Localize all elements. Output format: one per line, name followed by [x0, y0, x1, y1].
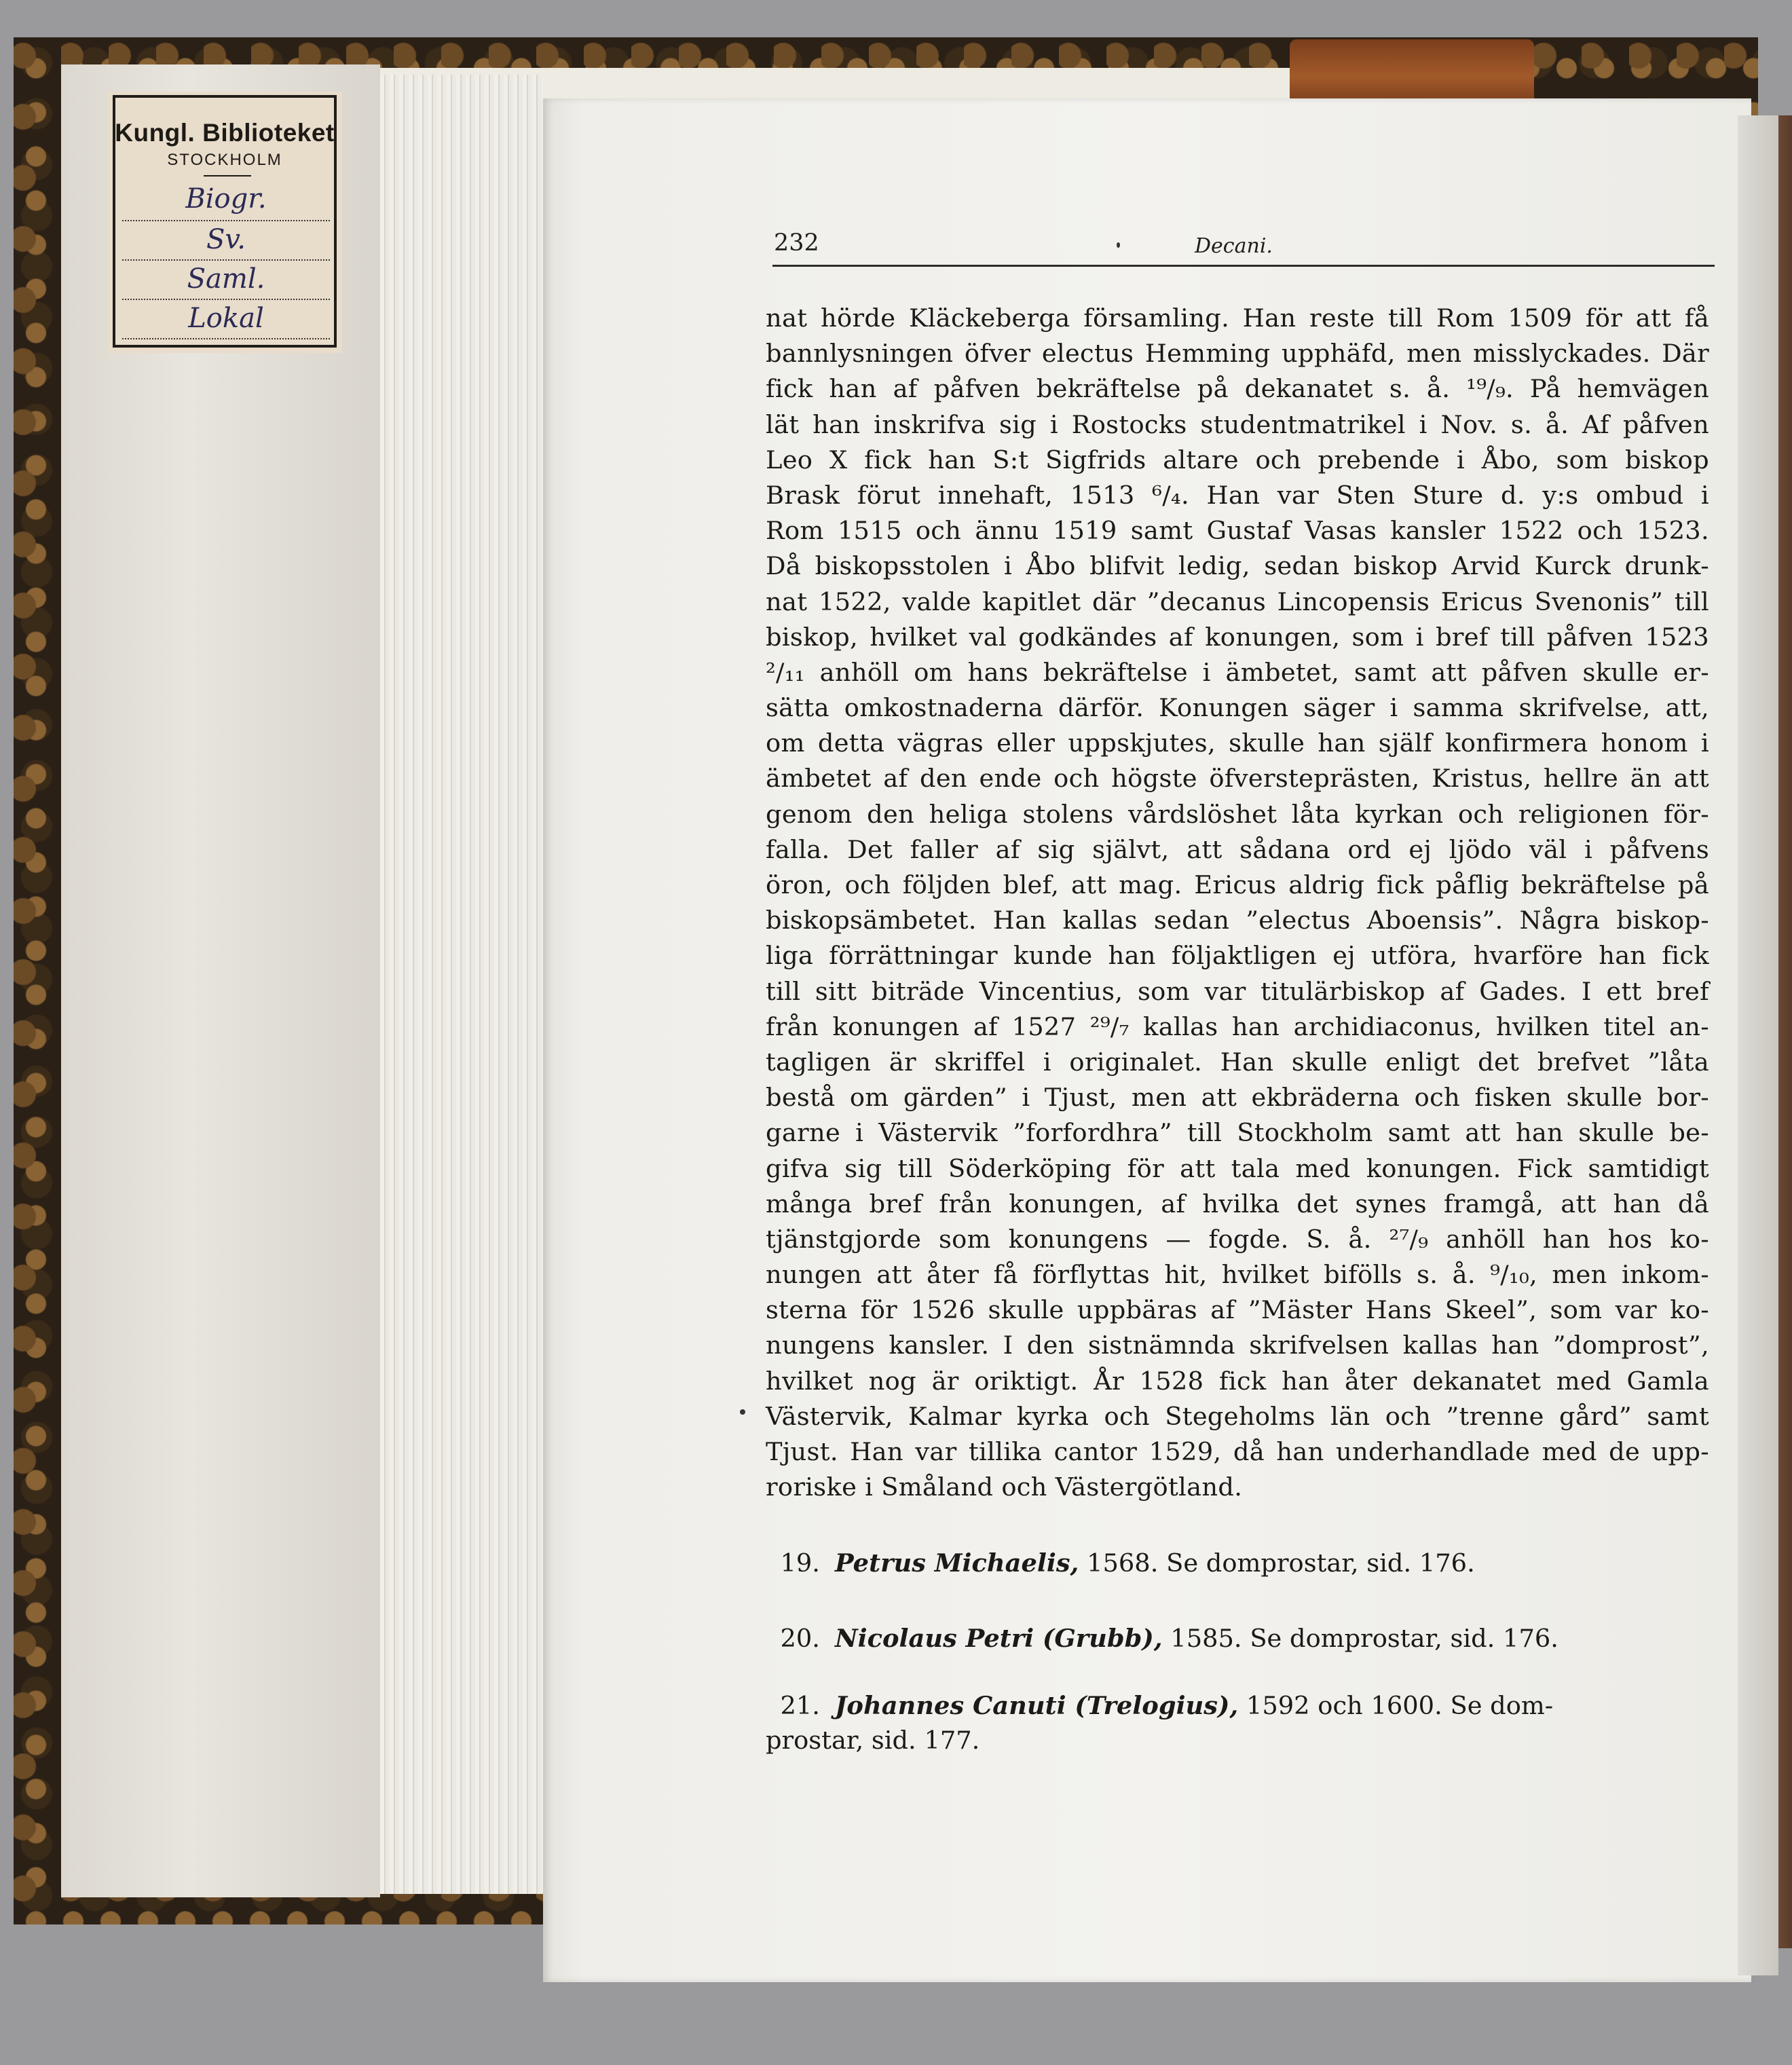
body-line: liga förrättningar kunde han följaktligen ej utföra, hvarföre han fick	[766, 941, 1709, 971]
body-line: biskopsämbetet. Han kallas sedan ”electus Aboensis”. Några biskop-	[766, 906, 1709, 935]
body-line: om detta vägras eller uppskjutes, skulle han själf konfirmera honom i	[766, 728, 1709, 758]
entry-name: Johannes Canuti (Trelogius),	[835, 1690, 1239, 1720]
body-line: bannlysningen öfver electus Hemming upphäfd, men misslyckades. Där	[766, 339, 1709, 369]
entry-number: 20.	[780, 1624, 820, 1653]
body-line: Tjust. Han var tillika cantor 1529, då han underhandlade med de upp-	[766, 1437, 1709, 1466]
entry-number: 19.	[780, 1548, 820, 1578]
body-line: öron, och följden blef, att mag. Ericus aldrig fick påflig bekräftelse på	[766, 870, 1709, 899]
ink-speck	[740, 1409, 745, 1415]
entry-21-continuation: prostar, sid. 177.	[766, 1726, 980, 1755]
body-line: till sitt biträde Vincentius, som var titulärbiskop af Gades. I ett bref	[766, 976, 1709, 1006]
body-line: gifva sig till Söderköping för att tala med konungen. Fick samtidigt	[766, 1153, 1709, 1183]
body-line: Västervik, Kalmar kyrka och Stegeholms län och ”trenne gård” samt	[766, 1401, 1709, 1431]
body-line: Då biskopsstolen i Åbo blifvit ledig, sedan biskop Arvid Kurck drunk-	[766, 551, 1709, 581]
page-number: 232	[774, 229, 819, 257]
entry-20	[766, 1620, 1709, 1656]
body-line: sterna för 1526 skulle uppbäras af ”Mäster Hans Skeel”, som var ko-	[766, 1295, 1709, 1325]
page-stack-edge	[380, 75, 543, 1894]
handwritten-shelfmark: Sv.	[206, 224, 246, 255]
body-line: många bref från konungen, af hvilka det synes framgå, att han då	[766, 1189, 1709, 1218]
body-line: nungens kansler. I den sistnämnda skrifvelsen kallas han ”domprost”,	[766, 1331, 1709, 1360]
body-line: falla. Det faller af sig självt, att sådana ord ej ljödo väl i påfvens	[766, 834, 1709, 864]
ink-speck	[1117, 242, 1120, 248]
entry-name: Petrus Michaelis,	[835, 1548, 1079, 1578]
body-line: sätta omkostnaderna därför. Konungen säger i samma skrifvelse, att,	[766, 693, 1709, 723]
body-line: Rom 1515 och ännu 1519 samt Gustaf Vasas kansler 1522 och 1523.	[766, 516, 1709, 546]
body-line: roriske i Småland och Västergötland.	[766, 1472, 1243, 1502]
entry-19	[766, 1545, 1709, 1581]
body-line: bestå om gärden” i Tjust, men att ekbräderna och fisken skulle bor-	[766, 1083, 1709, 1113]
entry-details: 1568. Se domprostar, sid. 176.	[1079, 1548, 1475, 1578]
body-line: ²/₁₁ anhöll om hans bekräftelse i ämbetet, samt att påfven skulle er-	[766, 657, 1709, 687]
page-edge-right	[1738, 115, 1778, 1975]
entry-details: 1585. Se domprostar, sid. 176.	[1162, 1624, 1558, 1653]
body-line: Brask förut innehaft, 1513 ⁶/₄. Han var Sten Sture d. y:s ombud i	[766, 480, 1709, 510]
handwritten-shelfmark: Lokal	[188, 303, 264, 334]
body-line: nungen att åter få förflyttas hit, hvilket bifölls s. å. ⁹/₁₀, men inkom-	[766, 1260, 1709, 1290]
body-line: garne i Västervik ”forfordhra” till Stockholm samt att han skulle be-	[766, 1118, 1709, 1148]
body-paragraph	[766, 301, 1709, 1505]
entry-name: Nicolaus Petri (Grubb),	[835, 1623, 1163, 1653]
body-line: från konungen af 1527 ²⁹/₇ kallas han archidiaconus, hvilken titel an-	[766, 1011, 1709, 1041]
library-city: STOCKHOLM	[167, 151, 282, 169]
handwritten-shelfmark: Biogr.	[185, 183, 267, 215]
body-line: tjänstgjorde som konungens — fogde. S. å. ²⁷/₉ anhöll han hos ko-	[766, 1224, 1709, 1254]
body-line: tagligen är skriffel i originalet. Han skulle enligt det brefvet ”låta	[766, 1047, 1709, 1077]
body-line: fick han af påfven bekräftelse på dekanatet s. å. ¹⁹/₉. På hemvägen	[766, 374, 1709, 404]
entry-number: 21.	[780, 1691, 820, 1720]
body-line: nat 1522, valde kapitlet där ”decanus Lincopensis Ericus Svenonis” till	[766, 587, 1709, 616]
entry-21	[766, 1688, 1709, 1724]
body-line: nat hörde Kläckeberga församling. Han reste till Rom 1509 för att få	[766, 303, 1709, 333]
body-line: hvilket nog är oriktigt. År 1528 fick han åter dekanatet med Gamla	[766, 1366, 1709, 1396]
body-line: genom den heliga stolens vårdslöshet låta kyrkan och religionen för-	[766, 799, 1709, 829]
entry-details: 1592 och 1600. Se dom-	[1238, 1691, 1554, 1720]
running-title: Decani.	[1195, 234, 1273, 258]
body-line: lät han inskrifva sig i Rostocks studentmatrikel i Nov. s. å. Af påfven	[766, 409, 1709, 439]
body-line: biskop, hvilket val godkändes af konungen, som i bref till påfven 1523	[766, 622, 1709, 652]
body-line: ämbetet af den ende och högste öfversteprästen, Kristus, hellre än att	[766, 764, 1709, 794]
library-name: Kungl. Biblioteket	[115, 119, 335, 147]
stamp-divider	[204, 175, 251, 176]
body-line: Leo X fick han S:t Sigfrids altare och prebende i Åbo, som biskop	[766, 445, 1709, 475]
handwritten-shelfmark: Saml.	[187, 263, 265, 295]
